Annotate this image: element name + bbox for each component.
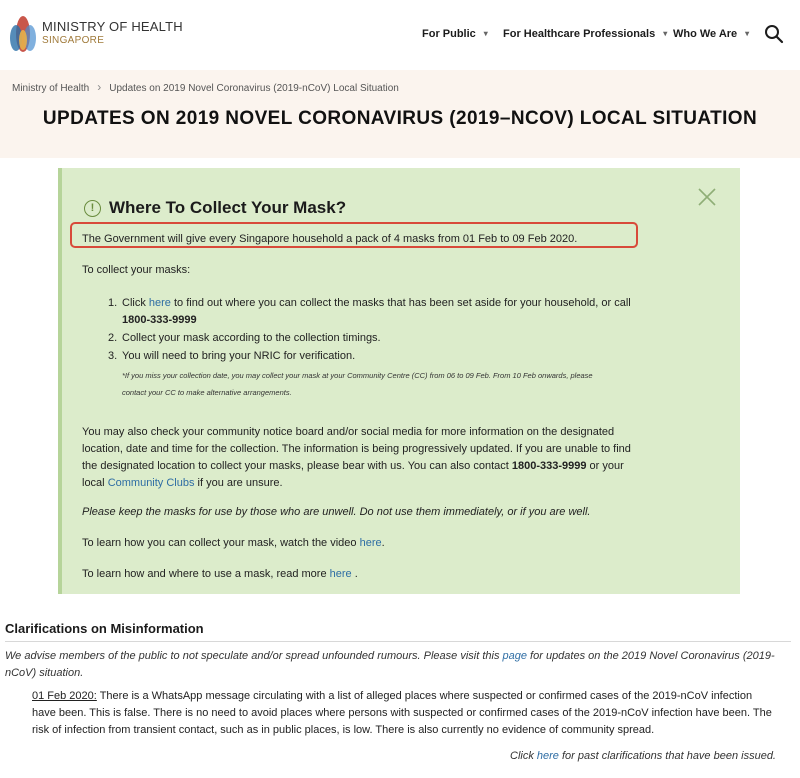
notice-paragraph — [82, 458, 624, 475]
video-here-link[interactable]: here — [359, 537, 382, 549]
breadcrumb-home-link[interactable]: Ministry of Health — [12, 83, 90, 94]
collection-footnote: *If you miss your collection date, you may collect your mask at your Community Centre (CC) from 06 to 09 Feb. From 10 Feb onwards, please — [122, 371, 593, 380]
step-text — [122, 295, 631, 312]
step-text-pre: Click — [122, 297, 149, 309]
notice-title: Where To Collect Your Mask? — [109, 198, 347, 217]
page-link[interactable]: page — [502, 650, 527, 662]
nav-label: For Public — [422, 28, 476, 40]
para-text: if you are unsure. — [194, 477, 283, 489]
logo-wordmark[interactable] — [42, 20, 183, 48]
para-text: or your — [586, 460, 624, 472]
clarifications-heading: Clarifications on Misinformation — [5, 621, 204, 636]
step-text-post: to find out where you can collect the masks that has been set aside for your household, or call — [170, 297, 631, 309]
notice-paragraph: location, date and time for the collection. The information is being progressively updated. If you are unable to find — [82, 443, 631, 455]
logo-name: MINISTRY OF HEALTH — [42, 19, 183, 34]
nav-for-public[interactable] — [422, 28, 488, 40]
para-text: . — [351, 568, 358, 580]
hotline-number: 1800-333-9999 — [511, 460, 587, 472]
step-text: Collect your mask according to the collection timings. — [122, 332, 381, 344]
notice-paragraph: Please keep the masks for use by those who are unwell. Do not use them immediately, or if you are well. — [82, 506, 591, 518]
clarifications-intro — [5, 648, 790, 682]
site-header — [0, 0, 800, 70]
clar-text: nCoV) situation. — [5, 667, 84, 679]
entry-date: 01 Feb 2020: — [32, 690, 97, 702]
step-number: 3. — [108, 350, 118, 362]
hotline-number: 1800-333-9999 — [122, 314, 197, 326]
chevron-down-icon: ▾ — [483, 29, 488, 38]
notice-paragraph — [82, 535, 385, 552]
para-text: To learn how and where to use a mask, read more — [82, 568, 330, 580]
divider — [5, 641, 791, 642]
step-number: 2. — [108, 332, 118, 344]
clar-text: Click — [510, 750, 537, 762]
here-link[interactable]: here — [148, 297, 171, 309]
collection-footnote-cont: contact your CC to make alternative arrangements. — [122, 388, 292, 397]
notice-paragraph — [82, 475, 283, 492]
mask-collection-notice — [58, 168, 740, 594]
chevron-down-icon: ▾ — [745, 29, 750, 38]
entry-text: There is a WhatsApp message circulating with a list of alleged places where suspected or confirmed cases of the 2019-nCoV infection — [96, 690, 753, 702]
notice-paragraph — [82, 566, 358, 583]
chevron-right-icon: › — [97, 80, 102, 94]
step-text: You will need to bring your NRIC for verification. — [122, 350, 356, 362]
nav-who-we-are[interactable] — [673, 28, 749, 40]
page-title: UPDATES ON 2019 NOVEL CORONAVIRUS (2019–NCOV) LOCAL SITUATION — [42, 108, 758, 129]
mask-usage-here-link[interactable]: here — [329, 568, 352, 580]
clar-text: for past clarifications that have been issued. — [558, 750, 776, 762]
past-clarifications — [510, 750, 776, 762]
para-text: To learn how you can collect your mask, watch the video — [82, 537, 360, 549]
notice-intro: To collect your masks: — [82, 264, 191, 276]
community-clubs-link[interactable]: Community Clubs — [107, 477, 195, 489]
clarification-entry — [32, 688, 790, 739]
entry-text: have been. This is false. There is no need to avoid places where persons with suspected or confirmed cases of the 2019-nCoV infection have been. The — [32, 707, 772, 719]
breadcrumb — [12, 80, 399, 94]
nav-for-healthcare-professionals[interactable] — [503, 28, 667, 40]
search-icon[interactable] — [764, 24, 784, 44]
entry-text: risk of infection from transient contact, such as in public places, is low. There is also currently no evidence of community spread. — [32, 724, 655, 736]
notice-highlight-text: The Government will give every Singapore household a pack of 4 masks from 01 Feb to 09 Feb 2020. — [82, 233, 578, 245]
para-text: . — [381, 537, 385, 549]
close-icon[interactable] — [696, 186, 718, 208]
page-banner — [0, 70, 800, 158]
logo-subtitle: SINGAPORE — [42, 35, 105, 46]
past-clarifications-link[interactable]: here — [536, 750, 559, 762]
moh-logo-icon[interactable] — [8, 12, 38, 56]
notice-paragraph: You may also check your community notice board and/or social media for more information on the designated — [82, 426, 615, 438]
step-number: 1. — [108, 297, 118, 309]
chevron-down-icon: ▾ — [663, 29, 668, 38]
nav-label: For Healthcare Professionals — [503, 28, 656, 40]
nav-label: Who We Are — [673, 28, 738, 40]
clar-text: for updates on the 2019 Novel Coronavirus (2019- — [527, 650, 775, 662]
clar-text: We advise members of the public to not speculate and/or spread unfounded rumours. Please visit this — [5, 650, 503, 662]
breadcrumb-current: Updates on 2019 Novel Coronavirus (2019-nCoV) Local Situation — [109, 83, 399, 94]
para-text: local — [82, 477, 108, 489]
para-text: the designated location to collect your masks, please bear with us. You can also contact — [82, 460, 512, 472]
alert-icon: ! — [84, 200, 101, 217]
